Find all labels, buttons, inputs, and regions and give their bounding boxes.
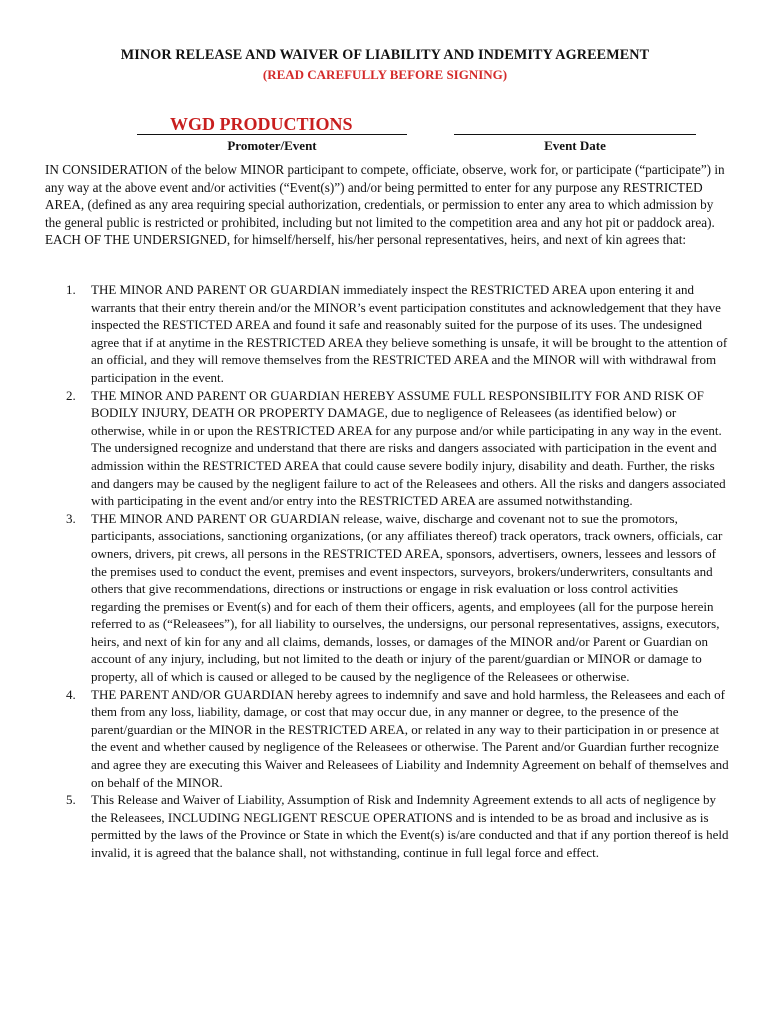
clause-item <box>45 510 730 686</box>
intro-paragraph: IN CONSIDERATION of the below MINOR participant to compete, officiate, observe, work for, or participate (“participate”) in any way at the above event and/or activities (“Event(s)”) and/or being permitted to enter for any purpose any RESTRICTED AREA, (defined as any area requiring special authorization, credentials, or permission to enter any area to which admission by the general public is restricted or prohibited, including but not limited to the competition area and any hot pit or paddock area). EACH OF THE UNDERSIGNED, for himself/herself, his/her personal representatives, heirs, and next of kin agrees that: <box>45 162 725 248</box>
clause-number: 2. <box>66 387 76 403</box>
promoter-label: Promoter/Event <box>227 138 317 153</box>
clause-text: THE MINOR AND PARENT OR GUARDIAN immediately inspect the RESTRICTED AREA upon entering it and warrants that their entry therein and/or the MINOR’s event participation constitutes and acknowledgement that they have inspected the RESTICTED AREA and found it safe and reasonably suited for the purpose of its uses. The undesigned agree that if at anytime in the RESTRICTED AREA they believe something is unsafe, it will be brought to the attention of an official, and they will remove themselves from the RESTRICTED AREA and the MINOR will with withdrawal from participation in the event. <box>91 282 728 385</box>
event-date-field-line[interactable] <box>454 114 696 135</box>
clause-item <box>45 686 730 792</box>
clause-text: THE MINOR AND PARENT OR GUARDIAN HEREBY ASSUME FULL RESPONSIBILITY FOR AND RISK OF BODILY INJURY, DEATH OR PROPERTY DAMAGE, due to negligence of Releasees (as identified below) or otherwise, while in or upon the RESTRICTED AREA for any purpose and/or while participating in any way in the event. The undersigned recognize and understand that there are risks and dangers associated with participation in the event and admission within the RESTRICTED AREA that could cause severe bodily injury, disability and death. Further, the risks and dangers may be caused by the negligent failure to act of the Releasees and others. All the risks and dangers associated with participating in the event and/or entry into the RESTRICTED AREA are assumed notwithstanding. <box>91 387 726 509</box>
clause-number: 1. <box>66 282 76 297</box>
clause-item <box>45 791 730 861</box>
event-date-label: Event Date <box>544 138 606 153</box>
promoter-value: WGD PRODUCTIONS <box>170 114 353 134</box>
clause-item <box>45 387 730 510</box>
clauses-list <box>45 281 730 862</box>
clause-number: 5. <box>66 792 76 808</box>
clause-text: This Release and Waiver of Liability, Assumption of Risk and Indemnity Agreement extends to all acts of negligence by the Releasees, INCLUDING NEGLIGENT RESCUE OPERATIONS and is intended to be as broad and inclusive as is permitted by the laws of the Province or State in which the Event(s) is/are conducted and that if any portion thereof is held invalid, it is agreed that the balance shall, not withstanding, continue in full legal force and effect. <box>91 792 729 860</box>
clause-number: 4. <box>66 686 76 702</box>
clause-text: THE PARENT AND/OR GUARDIAN hereby agrees to indemnify and save and hold harmless, the Releasees and each of them from any loss, liability, damage, or cost that may occur due, in any manner or degree, to the presence of the parent/guardian or the MINOR in the RESTRICTED AREA, or related in any way to their participation in or presence at the event and whether caused by negligence of the Releasees or otherwise. The Parent and/or Guardian further recognize and agree they are executing this Waiver and Releasees of Liability and Indemnity Agreement on behalf of themselves and on behalf of the MINOR. <box>91 686 729 790</box>
clause-text: THE MINOR AND PARENT OR GUARDIAN release, waive, discharge and covenant not to sue the promotors, participants, associations, sanctioning organizations, (or any affiliates thereof) track operators, track owners, officials, car owners, drivers, pit crews, all persons in the RESTRICTED AREA, sponsors, advertisers, owners, lessees and lessors of the premises used to conduct the event, premises and event inspectors, surveyors, brokers/underwriters, consultants and others that give recommendations, directions or instructions or engage in risk evaluation or loss control activities regarding the premises or Event(s) and for each of them their officers, agents, and employees (all for the purpose herein referred to as (“Releasees”), for all liability to ourselves, the undersigns, our personal representatives, assigns, executors, heirs, and next of kin for any and all claims, demands, losses, or damages of the MINOR and/or Parent or Guardian on account of any injury, including, but not limited to the death or injury of the parent/guardian or MINOR or damage to property, all of which is caused or alleged to be caused by the negligence of the Releasees or otherwise. <box>91 510 723 685</box>
document-title: MINOR RELEASE AND WAIVER OF LIABILITY AND INDEMITY AGREEMENT <box>120 47 650 63</box>
clause-item <box>45 281 730 387</box>
document-subtitle: (READ CAREFULLY BEFORE SIGNING) <box>262 67 508 82</box>
clause-number: 3. <box>66 510 76 526</box>
